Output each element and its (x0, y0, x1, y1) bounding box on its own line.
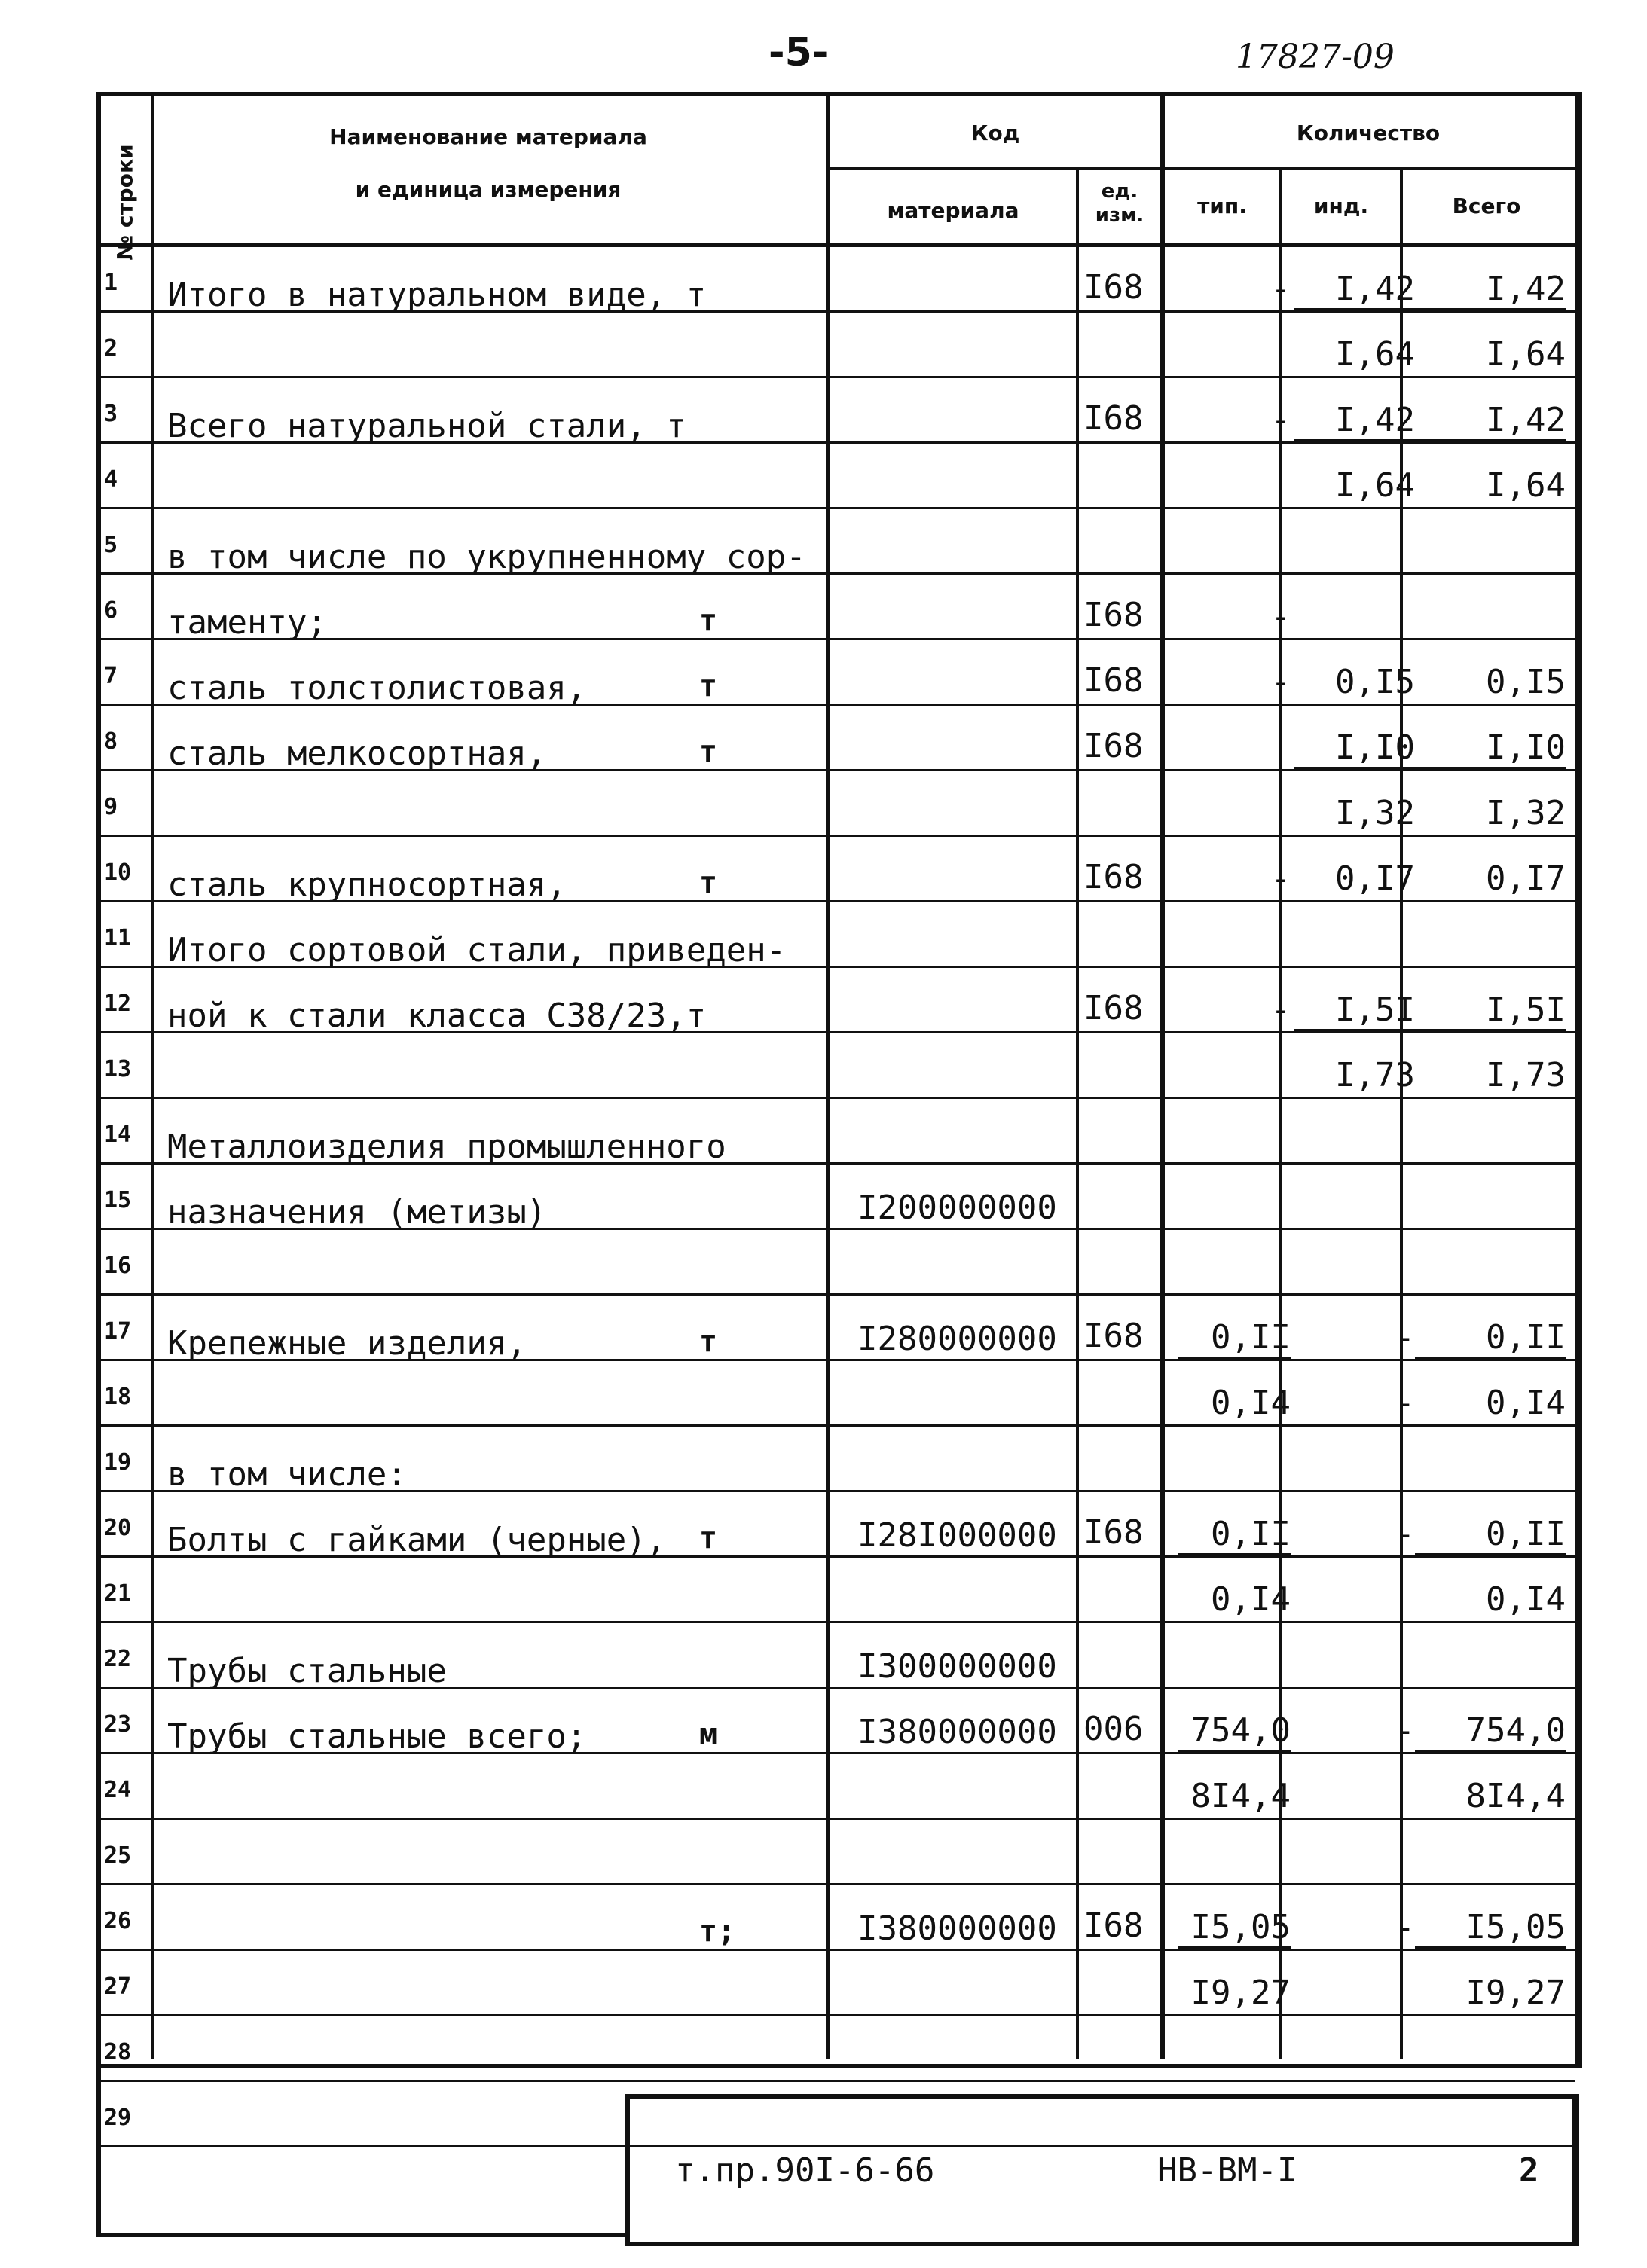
header-name-line1: Наименование материала (329, 124, 647, 149)
qty-ind: I,64 (1335, 335, 1415, 374)
qty-total: I5,05 (1415, 1908, 1566, 1949)
qty-ind: I,32 (1335, 794, 1415, 832)
row-number: 4 (104, 466, 118, 493)
qty-total: 0,I5 (1486, 663, 1566, 701)
material-code: I380000000 (857, 1713, 1057, 1751)
qty-ind: 0,I7 (1335, 859, 1415, 898)
qty-typ: 0,II (1178, 1515, 1291, 1556)
row-number: 14 (104, 1122, 132, 1148)
material-code: I200000000 (857, 1189, 1057, 1227)
qty-ind: - (1395, 1318, 1415, 1357)
row-number: 17 (104, 1318, 132, 1345)
unit-code: I68 (1083, 858, 1144, 896)
material-unit: т (699, 1324, 718, 1359)
qty-total: 0,II (1415, 1318, 1566, 1360)
footer-sheet-number: 2 (1519, 2151, 1539, 2190)
qty-total: 0,II (1415, 1515, 1566, 1556)
unit-code: I68 (1083, 596, 1144, 634)
row-number: 18 (104, 1384, 132, 1410)
table-row (96, 1754, 1570, 1821)
table-row (96, 902, 1570, 969)
material-name: назначения (метизы) (167, 1193, 547, 1232)
row-number: 20 (104, 1515, 132, 1541)
material-name: сталь мелкосортная, (167, 734, 547, 773)
qty-typ: 8I4,4 (1190, 1777, 1291, 1815)
footer-sheet-code: НВ-ВМ-I (1157, 2151, 1297, 2190)
table-row (96, 509, 1570, 575)
qty-ind: - (1395, 1384, 1415, 1422)
qty-ind: 0,I5 (1335, 663, 1415, 701)
qty-total: 8I4,4 (1465, 1777, 1566, 1815)
table-row (96, 1885, 1570, 1952)
qty-total: 754,0 (1415, 1711, 1566, 1753)
table-row (96, 575, 1570, 641)
material-code: I300000000 (857, 1647, 1057, 1686)
material-unit: т (699, 603, 718, 638)
qty-ind: I,42 (1294, 401, 1415, 442)
header-qty-typ: тип. (1197, 194, 1247, 218)
row-number: 11 (104, 925, 132, 951)
material-unit: т (699, 669, 718, 704)
qty-typ: - (1270, 401, 1291, 439)
table-row (96, 640, 1570, 707)
qty-typ: - (1270, 663, 1291, 701)
header-row-number: № строки (112, 144, 138, 261)
qty-total: I,I0 (1415, 728, 1566, 770)
material-name: сталь крупносортная, (167, 865, 567, 904)
material-name: ной к стали класса С38/23,т (167, 997, 707, 1035)
row-number: 12 (104, 991, 132, 1017)
material-unit: т (699, 1521, 718, 1555)
qty-total: I,64 (1486, 466, 1566, 505)
qty-typ: I5,05 (1178, 1908, 1291, 1949)
materials-table (96, 92, 1575, 2131)
material-name: Металлоизделия промышленного (167, 1128, 726, 1166)
table-row (96, 1492, 1570, 1558)
header-name-line2: и единица измерения (355, 177, 622, 202)
qty-ind: - (1395, 1908, 1415, 1946)
row-number: 23 (104, 1711, 132, 1738)
table-row (96, 771, 1570, 838)
row-number: 9 (104, 794, 118, 820)
table-row (96, 1165, 1570, 1231)
qty-total: I,32 (1486, 794, 1566, 832)
header-quantity: Количество (1296, 121, 1441, 145)
qty-ind: I,64 (1335, 466, 1415, 505)
table-row (96, 706, 1570, 772)
row-number: 13 (104, 1056, 132, 1082)
table-row (96, 1296, 1570, 1362)
qty-total: 0,I4 (1486, 1580, 1566, 1619)
table-row (96, 1230, 1570, 1296)
unit-code: I68 (1083, 1906, 1144, 1945)
qty-ind: I,73 (1335, 1056, 1415, 1094)
unit-code: 006 (1083, 1710, 1144, 1748)
header-subdivider (826, 167, 1575, 170)
table-row (96, 444, 1570, 510)
row-number: 27 (104, 1973, 132, 2000)
qty-typ: 0,I4 (1211, 1580, 1291, 1619)
qty-total: I,64 (1486, 335, 1566, 374)
material-name: таменту; (167, 603, 327, 642)
qty-typ: - (1270, 859, 1291, 898)
table-row (96, 1689, 1570, 1755)
row-number: 8 (104, 728, 118, 755)
material-code: I28I000000 (857, 1516, 1057, 1555)
material-code: I380000000 (857, 1909, 1057, 1948)
material-name: сталь толстолистовая, (167, 669, 587, 707)
table-row (96, 247, 1570, 313)
row-number: 16 (104, 1253, 132, 1279)
header-code-unit: ед. изм. (1095, 180, 1144, 227)
header-qty-ind: инд. (1313, 194, 1369, 218)
unit-code: I68 (1083, 727, 1144, 765)
table-row (96, 2016, 1570, 2083)
material-name: Итого сортовой стали, приведен- (167, 931, 787, 969)
row-number: 19 (104, 1449, 132, 1476)
qty-total: I,5I (1415, 991, 1566, 1032)
table-row (96, 1558, 1570, 1624)
qty-typ: 754,0 (1178, 1711, 1291, 1753)
unit-code: I68 (1083, 1513, 1144, 1552)
qty-ind: I,42 (1294, 270, 1415, 311)
qty-typ: - (1270, 991, 1291, 1029)
row-number: 1 (104, 270, 118, 296)
header-code: Код (970, 121, 1020, 145)
table-row (96, 1361, 1570, 1427)
page-number: -5- (768, 30, 829, 75)
unit-code: I68 (1083, 399, 1144, 438)
qty-total: 0,I4 (1486, 1384, 1566, 1422)
row-number: 22 (104, 1646, 132, 1672)
material-name: Всего натуральной стали, т (167, 407, 686, 445)
material-name: Болты с гайками (черные), (167, 1521, 667, 1559)
bottom-line (96, 2233, 630, 2237)
row-number: 28 (104, 2039, 132, 2065)
table-row (96, 1033, 1570, 1100)
qty-typ: - (1270, 597, 1291, 636)
qty-ind: - (1395, 1711, 1415, 1750)
unit-code: I68 (1083, 661, 1144, 700)
table-row (96, 1623, 1570, 1690)
title-block (625, 2094, 1579, 2246)
table-row (96, 837, 1570, 903)
material-code: I280000000 (857, 1320, 1057, 1358)
row-number: 29 (104, 2105, 132, 2131)
material-unit: т (699, 865, 718, 900)
qty-ind: I,5I (1294, 991, 1415, 1032)
unit-code: I68 (1083, 989, 1144, 1027)
qty-total: I,42 (1415, 270, 1566, 311)
document-code: 17827-09 (1236, 38, 1395, 76)
material-name: в том числе: (167, 1455, 407, 1494)
qty-total: I9,27 (1465, 1973, 1566, 2012)
row-number: 10 (104, 859, 132, 886)
footer-project-number: т.пр.90I-6-66 (675, 2151, 935, 2190)
qty-ind: I,I0 (1294, 728, 1415, 770)
material-name: Трубы стальные (167, 1652, 447, 1690)
table-row (96, 968, 1570, 1034)
row-number: 7 (104, 663, 118, 689)
header-qty-all: Всего (1452, 194, 1521, 218)
material-name: Крепежные изделия, (167, 1324, 527, 1363)
row-number: 5 (104, 532, 118, 558)
material-unit: т (699, 734, 718, 769)
unit-code: I68 (1083, 1317, 1144, 1355)
row-number: 24 (104, 1777, 132, 1803)
qty-total: I,42 (1415, 401, 1566, 442)
row-number: 6 (104, 597, 118, 624)
row-number: 26 (104, 1908, 132, 1934)
qty-total: 0,I7 (1486, 859, 1566, 898)
material-name: в том числе по укрупненному сор- (167, 538, 806, 576)
row-number: 25 (104, 1842, 132, 1869)
table-row (96, 1951, 1570, 2017)
row-number: 2 (104, 335, 118, 362)
table-row (96, 1427, 1570, 1493)
row-number: 21 (104, 1580, 132, 1607)
row-number: 15 (104, 1187, 132, 1213)
qty-typ: I9,27 (1190, 1973, 1291, 2012)
material-name: Итого в натуральном виде, т (167, 276, 707, 314)
material-unit: т; (699, 1914, 736, 1949)
qty-typ: 0,I4 (1211, 1384, 1291, 1422)
qty-typ: - (1270, 270, 1291, 308)
table-row (96, 1820, 1570, 1886)
table-row (96, 378, 1570, 444)
qty-ind: - (1395, 1515, 1415, 1553)
qty-typ: 0,II (1178, 1318, 1291, 1360)
unit-code: I68 (1083, 268, 1144, 307)
table-row (96, 313, 1570, 379)
material-unit: м (699, 1717, 718, 1752)
material-name: Трубы стальные всего; (167, 1717, 587, 1756)
bottom-border (96, 2064, 101, 2237)
header-code-material: материала (887, 198, 1019, 223)
qty-total: I,73 (1486, 1056, 1566, 1094)
row-number: 3 (104, 401, 118, 427)
table-row (96, 1099, 1570, 1165)
